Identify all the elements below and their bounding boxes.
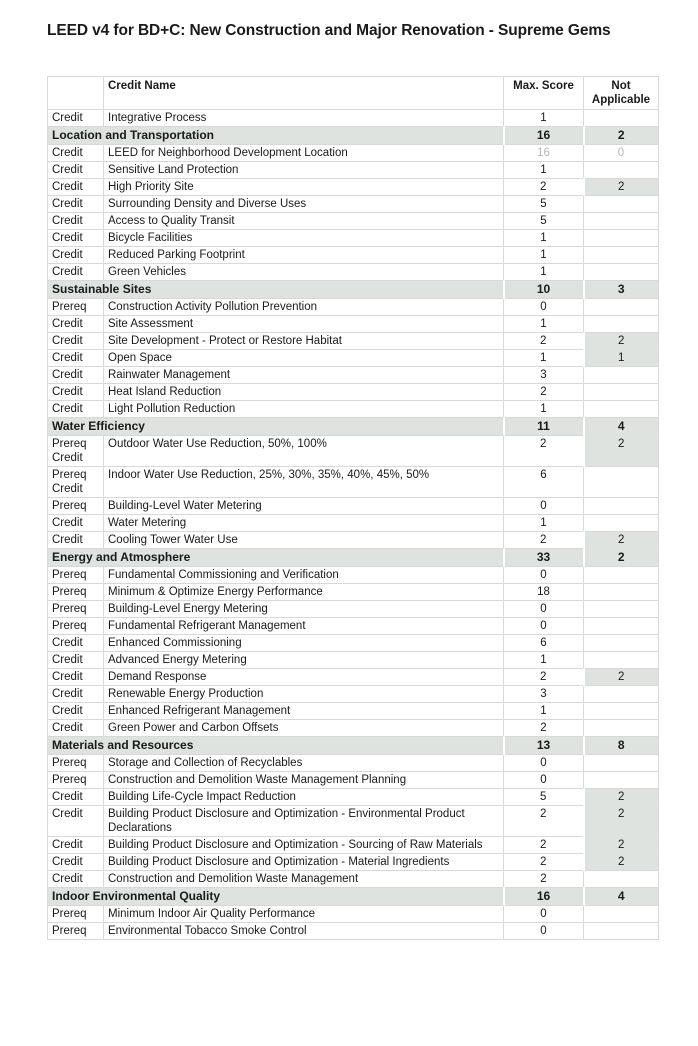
row-type-cell: Prereq bbox=[48, 923, 104, 940]
not-applicable-cell bbox=[584, 367, 659, 384]
credit-row bbox=[48, 837, 659, 854]
not-applicable-cell bbox=[584, 923, 659, 940]
credit-row bbox=[48, 618, 659, 635]
row-type-cell: Credit bbox=[48, 264, 104, 281]
credit-row bbox=[48, 567, 659, 584]
not-applicable-cell: 1 bbox=[584, 350, 659, 367]
max-score-cell: 5 bbox=[504, 213, 584, 230]
row-type-cell: Prereq bbox=[48, 601, 104, 618]
credit-name-cell: Site Assessment bbox=[104, 316, 504, 333]
credit-name-cell: Building Life-Cycle Impact Reduction bbox=[104, 789, 504, 806]
credit-row bbox=[48, 686, 659, 703]
max-score-cell: 1 bbox=[504, 316, 584, 333]
not-applicable-cell bbox=[584, 618, 659, 635]
credit-row bbox=[48, 854, 659, 871]
not-applicable-cell bbox=[584, 247, 659, 264]
not-applicable-column-header: Not Applicable bbox=[584, 77, 659, 110]
max-score-cell: 2 bbox=[504, 837, 584, 854]
row-type-cell: Credit bbox=[48, 532, 104, 549]
credit-name-cell: Renewable Energy Production bbox=[104, 686, 504, 703]
not-applicable-cell bbox=[584, 906, 659, 923]
row-type-cell: Credit bbox=[48, 110, 104, 127]
credit-name-cell: Light Pollution Reduction bbox=[104, 401, 504, 418]
credit-row bbox=[48, 110, 659, 127]
row-type-cell: Credit bbox=[48, 669, 104, 686]
credit-row bbox=[48, 652, 659, 669]
row-type-cell: Credit bbox=[48, 162, 104, 179]
row-type-cell: Credit bbox=[48, 652, 104, 669]
credit-row bbox=[48, 436, 659, 467]
max-score-cell: 2 bbox=[504, 854, 584, 871]
credit-name-cell: Construction Activity Pollution Prevention bbox=[104, 299, 504, 316]
section-name-cell: Indoor Environmental Quality bbox=[48, 888, 504, 906]
not-applicable-cell bbox=[584, 601, 659, 618]
credit-row bbox=[48, 772, 659, 789]
section-name-cell: Energy and Atmosphere bbox=[48, 549, 504, 567]
credit-row bbox=[48, 162, 659, 179]
row-type-cell: Prereq Credit bbox=[48, 467, 104, 498]
credit-row bbox=[48, 806, 659, 837]
not-applicable-cell: 2 bbox=[584, 333, 659, 350]
credit-name-cell: Fundamental Refrigerant Management bbox=[104, 618, 504, 635]
not-applicable-cell bbox=[584, 110, 659, 127]
credit-name-cell: Construction and Demolition Waste Management Planning bbox=[104, 772, 504, 789]
credit-name-cell: Construction and Demolition Waste Management bbox=[104, 871, 504, 888]
credit-name-cell: Building-Level Water Metering bbox=[104, 498, 504, 515]
credit-row bbox=[48, 789, 659, 806]
credit-name-cell: Sensitive Land Protection bbox=[104, 162, 504, 179]
not-applicable-cell: 2 bbox=[584, 789, 659, 806]
section-not-applicable-cell: 2 bbox=[584, 127, 659, 145]
credit-name-cell: Heat Island Reduction bbox=[104, 384, 504, 401]
credit-name-cell: Access to Quality Transit bbox=[104, 213, 504, 230]
max-score-cell: 1 bbox=[504, 652, 584, 669]
max-score-cell: 1 bbox=[504, 515, 584, 532]
credit-name-cell: Minimum & Optimize Energy Performance bbox=[104, 584, 504, 601]
not-applicable-cell bbox=[584, 213, 659, 230]
max-score-cell: 2 bbox=[504, 436, 584, 467]
credit-row bbox=[48, 755, 659, 772]
section-name-cell: Materials and Resources bbox=[48, 737, 504, 755]
credit-name-cell: Open Space bbox=[104, 350, 504, 367]
max-score-cell: 1 bbox=[504, 703, 584, 720]
section-not-applicable-cell: 8 bbox=[584, 737, 659, 755]
not-applicable-cell: 0 bbox=[584, 145, 659, 162]
not-applicable-cell bbox=[584, 652, 659, 669]
credit-row bbox=[48, 384, 659, 401]
credit-name-cell: Advanced Energy Metering bbox=[104, 652, 504, 669]
max-score-cell: 2 bbox=[504, 669, 584, 686]
credit-name-cell: Surrounding Density and Diverse Uses bbox=[104, 196, 504, 213]
credit-row bbox=[48, 669, 659, 686]
credit-row bbox=[48, 264, 659, 281]
row-type-cell: Credit bbox=[48, 247, 104, 264]
section-not-applicable-cell: 2 bbox=[584, 549, 659, 567]
credit-row bbox=[48, 532, 659, 549]
not-applicable-cell: 2 bbox=[584, 179, 659, 196]
max-score-cell: 1 bbox=[504, 110, 584, 127]
max-score-cell: 1 bbox=[504, 401, 584, 418]
table-body bbox=[48, 110, 659, 940]
credit-row bbox=[48, 703, 659, 720]
section-row bbox=[48, 418, 659, 436]
credit-name-cell: Rainwater Management bbox=[104, 367, 504, 384]
not-applicable-cell bbox=[584, 162, 659, 179]
max-score-cell: 3 bbox=[504, 367, 584, 384]
max-score-cell: 0 bbox=[504, 299, 584, 316]
max-score-cell: 0 bbox=[504, 755, 584, 772]
row-type-cell: Credit bbox=[48, 515, 104, 532]
max-score-cell: 18 bbox=[504, 584, 584, 601]
row-type-cell: Credit bbox=[48, 384, 104, 401]
max-score-cell: 2 bbox=[504, 720, 584, 737]
credit-name-cell: Storage and Collection of Recyclables bbox=[104, 755, 504, 772]
credit-row bbox=[48, 350, 659, 367]
row-type-cell: Credit bbox=[48, 145, 104, 162]
header-row bbox=[48, 77, 659, 110]
section-not-applicable-cell: 4 bbox=[584, 888, 659, 906]
not-applicable-cell bbox=[584, 720, 659, 737]
row-type-cell: Prereq bbox=[48, 567, 104, 584]
not-applicable-cell bbox=[584, 384, 659, 401]
credit-row bbox=[48, 467, 659, 498]
section-not-applicable-cell: 4 bbox=[584, 418, 659, 436]
max-score-cell: 0 bbox=[504, 772, 584, 789]
row-type-cell: Credit bbox=[48, 213, 104, 230]
row-type-cell: Credit bbox=[48, 401, 104, 418]
not-applicable-cell: 2 bbox=[584, 854, 659, 871]
section-name-cell: Sustainable Sites bbox=[48, 281, 504, 299]
credit-row bbox=[48, 247, 659, 264]
credit-name-cell: Bicycle Facilities bbox=[104, 230, 504, 247]
section-max-score-cell: 10 bbox=[504, 281, 584, 299]
credit-row bbox=[48, 906, 659, 923]
credit-name-cell: Fundamental Commissioning and Verification bbox=[104, 567, 504, 584]
credit-row bbox=[48, 299, 659, 316]
credit-row bbox=[48, 333, 659, 350]
credit-row bbox=[48, 923, 659, 940]
max-score-cell: 2 bbox=[504, 806, 584, 837]
row-type-cell: Credit bbox=[48, 703, 104, 720]
not-applicable-cell bbox=[584, 299, 659, 316]
max-score-cell: 1 bbox=[504, 247, 584, 264]
credit-name-cell: Site Development - Protect or Restore Habitat bbox=[104, 333, 504, 350]
row-type-cell: Prereq bbox=[48, 755, 104, 772]
row-type-cell: Credit bbox=[48, 333, 104, 350]
max-score-column-header: Max. Score bbox=[504, 77, 584, 110]
not-applicable-cell: 2 bbox=[584, 806, 659, 837]
credit-row bbox=[48, 401, 659, 418]
credit-name-cell: Demand Response bbox=[104, 669, 504, 686]
not-applicable-cell bbox=[584, 515, 659, 532]
credit-name-cell: Building Product Disclosure and Optimization - Material Ingredients bbox=[104, 854, 504, 871]
not-applicable-cell bbox=[584, 196, 659, 213]
section-row bbox=[48, 127, 659, 145]
credit-name-cell: Reduced Parking Footprint bbox=[104, 247, 504, 264]
max-score-cell: 5 bbox=[504, 789, 584, 806]
row-type-cell: Credit bbox=[48, 871, 104, 888]
row-type-cell: Credit bbox=[48, 350, 104, 367]
max-score-cell: 6 bbox=[504, 467, 584, 498]
row-type-cell: Credit bbox=[48, 367, 104, 384]
section-row bbox=[48, 737, 659, 755]
scorecard-page bbox=[0, 22, 698, 940]
credit-row bbox=[48, 498, 659, 515]
max-score-cell: 0 bbox=[504, 498, 584, 515]
credit-name-cell: Building Product Disclosure and Optimization - Sourcing of Raw Materials bbox=[104, 837, 504, 854]
not-applicable-cell: 2 bbox=[584, 669, 659, 686]
section-max-score-cell: 13 bbox=[504, 737, 584, 755]
credit-row bbox=[48, 720, 659, 737]
max-score-cell: 2 bbox=[504, 871, 584, 888]
row-type-cell: Prereq bbox=[48, 618, 104, 635]
row-type-cell: Credit bbox=[48, 686, 104, 703]
section-not-applicable-cell: 3 bbox=[584, 281, 659, 299]
not-applicable-cell bbox=[584, 467, 659, 498]
not-applicable-cell bbox=[584, 686, 659, 703]
max-score-cell: 0 bbox=[504, 906, 584, 923]
section-max-score-cell: 16 bbox=[504, 127, 584, 145]
credit-row bbox=[48, 635, 659, 652]
not-applicable-cell bbox=[584, 772, 659, 789]
credit-name-cell: Enhanced Refrigerant Management bbox=[104, 703, 504, 720]
credit-row bbox=[48, 316, 659, 333]
credit-row bbox=[48, 871, 659, 888]
credit-name-cell: Green Power and Carbon Offsets bbox=[104, 720, 504, 737]
not-applicable-cell bbox=[584, 264, 659, 281]
credit-name-cell: Building Product Disclosure and Optimization - Environmental Product Declarations bbox=[104, 806, 504, 837]
credit-name-cell: High Priority Site bbox=[104, 179, 504, 196]
not-applicable-cell bbox=[584, 316, 659, 333]
credit-name-cell: Water Metering bbox=[104, 515, 504, 532]
credit-row bbox=[48, 230, 659, 247]
max-score-cell: 2 bbox=[504, 384, 584, 401]
credit-row bbox=[48, 367, 659, 384]
row-type-cell: Credit bbox=[48, 806, 104, 837]
row-type-cell: Credit bbox=[48, 196, 104, 213]
max-score-cell: 2 bbox=[504, 179, 584, 196]
credit-row bbox=[48, 584, 659, 601]
credit-name-cell: Cooling Tower Water Use bbox=[104, 532, 504, 549]
not-applicable-cell bbox=[584, 584, 659, 601]
row-type-cell: Credit bbox=[48, 720, 104, 737]
row-type-cell: Prereq bbox=[48, 584, 104, 601]
section-max-score-cell: 33 bbox=[504, 549, 584, 567]
credit-name-cell: Building-Level Energy Metering bbox=[104, 601, 504, 618]
credit-name-cell: Outdoor Water Use Reduction, 50%, 100% bbox=[104, 436, 504, 467]
not-applicable-cell bbox=[584, 498, 659, 515]
not-applicable-cell: 2 bbox=[584, 436, 659, 467]
not-applicable-cell bbox=[584, 401, 659, 418]
row-type-cell: Credit bbox=[48, 837, 104, 854]
credit-name-cell: Minimum Indoor Air Quality Performance bbox=[104, 906, 504, 923]
max-score-cell: 2 bbox=[504, 333, 584, 350]
type-column-header bbox=[48, 77, 104, 110]
not-applicable-cell bbox=[584, 230, 659, 247]
row-type-cell: Prereq Credit bbox=[48, 436, 104, 467]
not-applicable-cell: 2 bbox=[584, 532, 659, 549]
credit-row bbox=[48, 145, 659, 162]
credit-name-cell: Green Vehicles bbox=[104, 264, 504, 281]
max-score-cell: 6 bbox=[504, 635, 584, 652]
row-type-cell: Credit bbox=[48, 789, 104, 806]
section-max-score-cell: 16 bbox=[504, 888, 584, 906]
row-type-cell: Prereq bbox=[48, 772, 104, 789]
section-row bbox=[48, 549, 659, 567]
max-score-cell: 1 bbox=[504, 350, 584, 367]
row-type-cell: Credit bbox=[48, 635, 104, 652]
credit-row bbox=[48, 601, 659, 618]
max-score-cell: 0 bbox=[504, 567, 584, 584]
credit-name-cell: LEED for Neighborhood Development Location bbox=[104, 145, 504, 162]
max-score-cell: 3 bbox=[504, 686, 584, 703]
max-score-cell: 1 bbox=[504, 230, 584, 247]
row-type-cell: Prereq bbox=[48, 299, 104, 316]
section-row bbox=[48, 281, 659, 299]
row-type-cell: Credit bbox=[48, 179, 104, 196]
credit-row bbox=[48, 515, 659, 532]
section-max-score-cell: 11 bbox=[504, 418, 584, 436]
max-score-cell: 5 bbox=[504, 196, 584, 213]
credit-row bbox=[48, 179, 659, 196]
max-score-cell: 16 bbox=[504, 145, 584, 162]
not-applicable-cell: 2 bbox=[584, 837, 659, 854]
max-score-cell: 1 bbox=[504, 162, 584, 179]
credit-row bbox=[48, 196, 659, 213]
credit-name-cell: Enhanced Commissioning bbox=[104, 635, 504, 652]
not-applicable-cell bbox=[584, 703, 659, 720]
credit-name-cell: Environmental Tobacco Smoke Control bbox=[104, 923, 504, 940]
page-title: LEED v4 for BD+C: New Construction and Major Renovation - Supreme Gems bbox=[47, 22, 611, 39]
max-score-cell: 2 bbox=[504, 532, 584, 549]
max-score-cell: 0 bbox=[504, 923, 584, 940]
not-applicable-cell bbox=[584, 567, 659, 584]
credit-name-cell: Integrative Process bbox=[104, 110, 504, 127]
not-applicable-cell bbox=[584, 871, 659, 888]
max-score-cell: 0 bbox=[504, 601, 584, 618]
row-type-cell: Credit bbox=[48, 230, 104, 247]
not-applicable-cell bbox=[584, 755, 659, 772]
section-name-cell: Water Efficiency bbox=[48, 418, 504, 436]
max-score-cell: 1 bbox=[504, 264, 584, 281]
row-type-cell: Prereq bbox=[48, 906, 104, 923]
row-type-cell: Credit bbox=[48, 854, 104, 871]
credit-name-column-header: Credit Name bbox=[104, 77, 504, 110]
row-type-cell: Prereq bbox=[48, 498, 104, 515]
credit-row bbox=[48, 213, 659, 230]
row-type-cell: Credit bbox=[48, 316, 104, 333]
section-row bbox=[48, 888, 659, 906]
not-applicable-cell bbox=[584, 635, 659, 652]
leed-scorecard-table bbox=[47, 76, 659, 940]
credit-name-cell: Indoor Water Use Reduction, 25%, 30%, 35%, 40%, 45%, 50% bbox=[104, 467, 504, 498]
section-name-cell: Location and Transportation bbox=[48, 127, 504, 145]
max-score-cell: 0 bbox=[504, 618, 584, 635]
